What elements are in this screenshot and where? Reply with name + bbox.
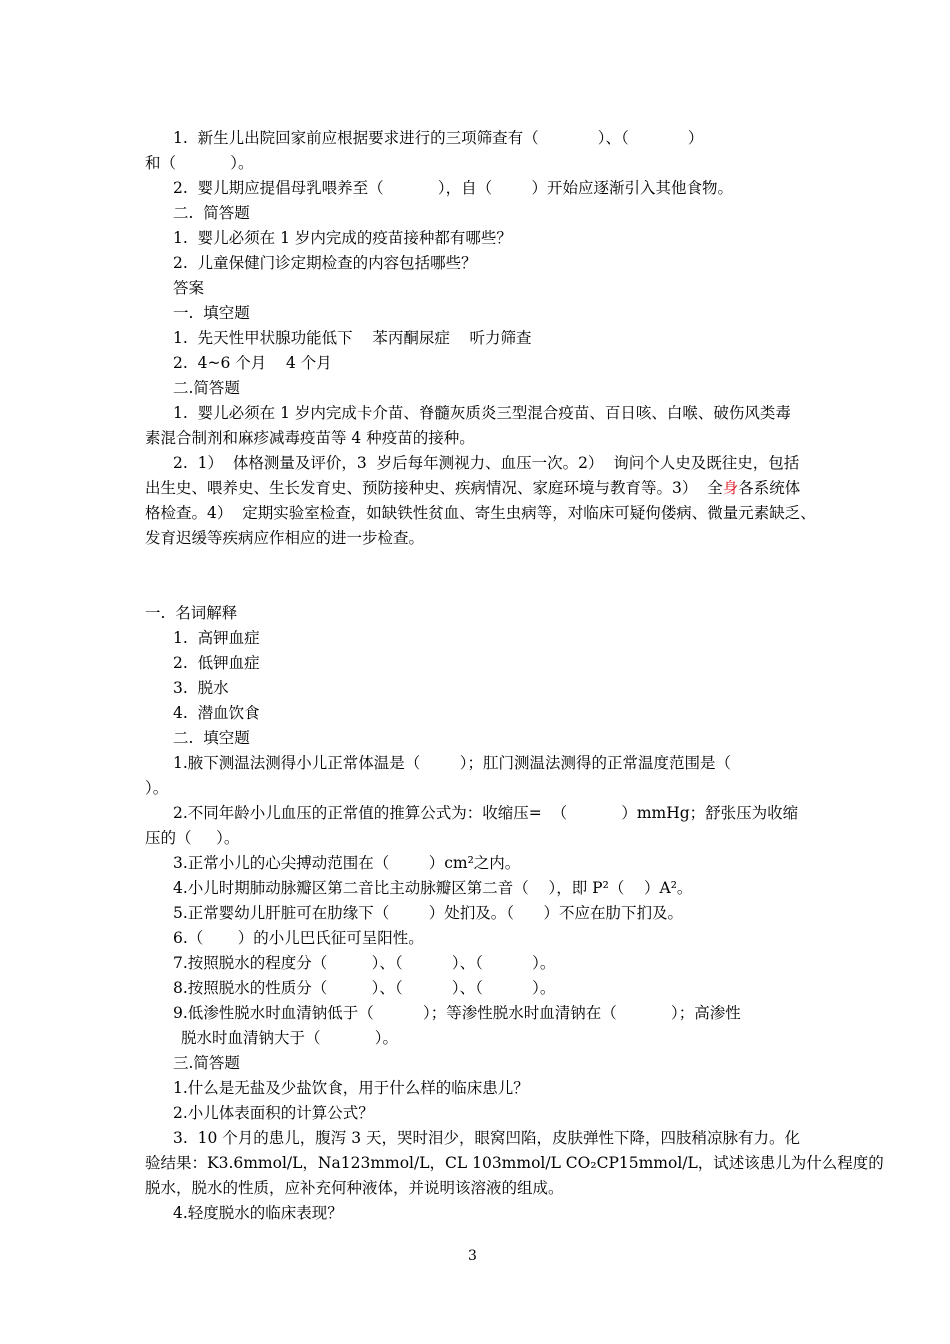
text-line: 3. 10 个月的患儿，腹泻 3 天，哭时泪少，眼窝凹陷，皮肤弹性下降，四肢稍凉脉有力。化: [173, 1129, 801, 1147]
text-line: 7.按照脱水的程度分（ ）、（ ）、（ ）。: [173, 954, 556, 972]
text-line: 和（ ）。: [145, 154, 254, 172]
text-line: [145, 478, 800, 498]
section-heading: 二. 填空题: [173, 729, 250, 747]
text-line: 1. 高钾血症: [173, 629, 260, 647]
text-line: 2. 1） 体格测量及评价，3 岁后每年测视力、血压一次。2） 询问个人史及既往史，包括: [173, 454, 800, 472]
text-line: 6.（ ）的小儿巴氏征可呈阳性。: [173, 929, 424, 947]
text-line: 4.轻度脱水的临床表现？: [173, 1204, 343, 1222]
text-run: 各系统体: [738, 479, 801, 497]
section-heading: 二. 简答题: [173, 204, 250, 222]
text-line: 3.正常小儿的心尖搏动范围在（ ）cm²之内。: [173, 854, 521, 872]
text-line: 1. 婴儿必须在 1 岁内完成的疫苗接种都有哪些？: [173, 229, 512, 247]
section-heading: 一. 填空题: [173, 304, 250, 322]
text-line: 1. 新生儿出院回家前应根据要求进行的三项筛查有（ ）、（ ）: [173, 129, 704, 147]
text-run: 出生史、喂养史、生长发育史、预防接种史、疾病情况、家庭环境与教育等。3） 全: [145, 479, 723, 497]
section-heading: 答案: [173, 279, 205, 297]
text-line: 1.腋下测温法测得小儿正常体温是（ ）；肛门测温法测得的正常温度范围是（: [173, 754, 731, 772]
text-line: 4. 潜血饮食: [173, 704, 260, 722]
text-line: 格检查。4） 定期实验室检查，如缺铁性贫血、寄生虫病等，对临床可疑佝偻病、微量元素缺乏、: [145, 504, 816, 522]
text-line: 5.正常婴幼儿肝脏可在肋缘下（ ）处扪及。（ ）不应在肋下扪及。: [173, 904, 684, 922]
text-line: 2. 低钾血症: [173, 654, 260, 672]
text-line: 2. 婴儿期应提倡母乳喂养至（ ），自（ ）开始应逐渐引入其他食物。: [173, 179, 734, 197]
text-line: 1. 先天性甲状腺功能低下 苯丙酮尿症 听力筛查: [173, 329, 532, 347]
text-line: 2.不同年龄小儿血压的正常值的推算公式为：收缩压= （ ）mmHg；舒张压为收缩: [173, 804, 799, 822]
text-line: 2.小儿体表面积的计算公式？: [173, 1104, 374, 1122]
text-line: 脱水时血清钠大于（ ）。: [181, 1029, 398, 1047]
text-line: 发育迟缓等疾病应作相应的进一步检查。: [145, 529, 425, 547]
text-line: 2. 4~6 个月 4 个月: [173, 354, 332, 372]
highlighted-text: 身: [722, 479, 739, 497]
text-line: 8.按照脱水的性质分（ ）、（ ）、（ ）。: [173, 979, 556, 997]
section-heading: 一. 名词解释: [145, 604, 238, 622]
text-line: 1. 婴儿必须在 1 岁内完成卡介苗、脊髓灰质炎三型混合疫苗、百日咳、白喉、破伤风类毒: [173, 404, 791, 422]
text-line: 1.什么是无盐及少盐饮食，用于什么样的临床患儿？: [173, 1079, 529, 1097]
text-line: 9.低渗性脱水时血清钠低于（ ）；等渗性脱水时血清钠在（ ）；高渗性: [173, 1004, 741, 1022]
text-line: 素混合制剂和麻疹减毒疫苗等 4 种疫苗的接种。: [145, 429, 475, 447]
section-heading: 三.简答题: [173, 1054, 240, 1072]
page-number: 3: [468, 1248, 477, 1264]
section-heading: 二.简答题: [173, 379, 240, 397]
text-line: 4.小儿时期肺动脉瓣区第二音比主动脉瓣区第二音（ ），即 P²（ ）A²。: [173, 879, 693, 897]
text-line: 脱水，脱水的性质，应补充何种液体，并说明该溶液的组成。: [145, 1179, 564, 1197]
text-line: ）。: [145, 779, 169, 797]
text-line: 3. 脱水: [173, 679, 229, 697]
text-line: 2. 儿童保健门诊定期检查的内容包括哪些？: [173, 254, 477, 272]
text-line: 压的（ ）。: [145, 829, 240, 847]
text-line: 验结果：K3.6mmol/L，Na123mmol/L，CL 103mmol/L CO₂CP15mmol/L，试述该患儿为什么程度的: [145, 1154, 884, 1172]
